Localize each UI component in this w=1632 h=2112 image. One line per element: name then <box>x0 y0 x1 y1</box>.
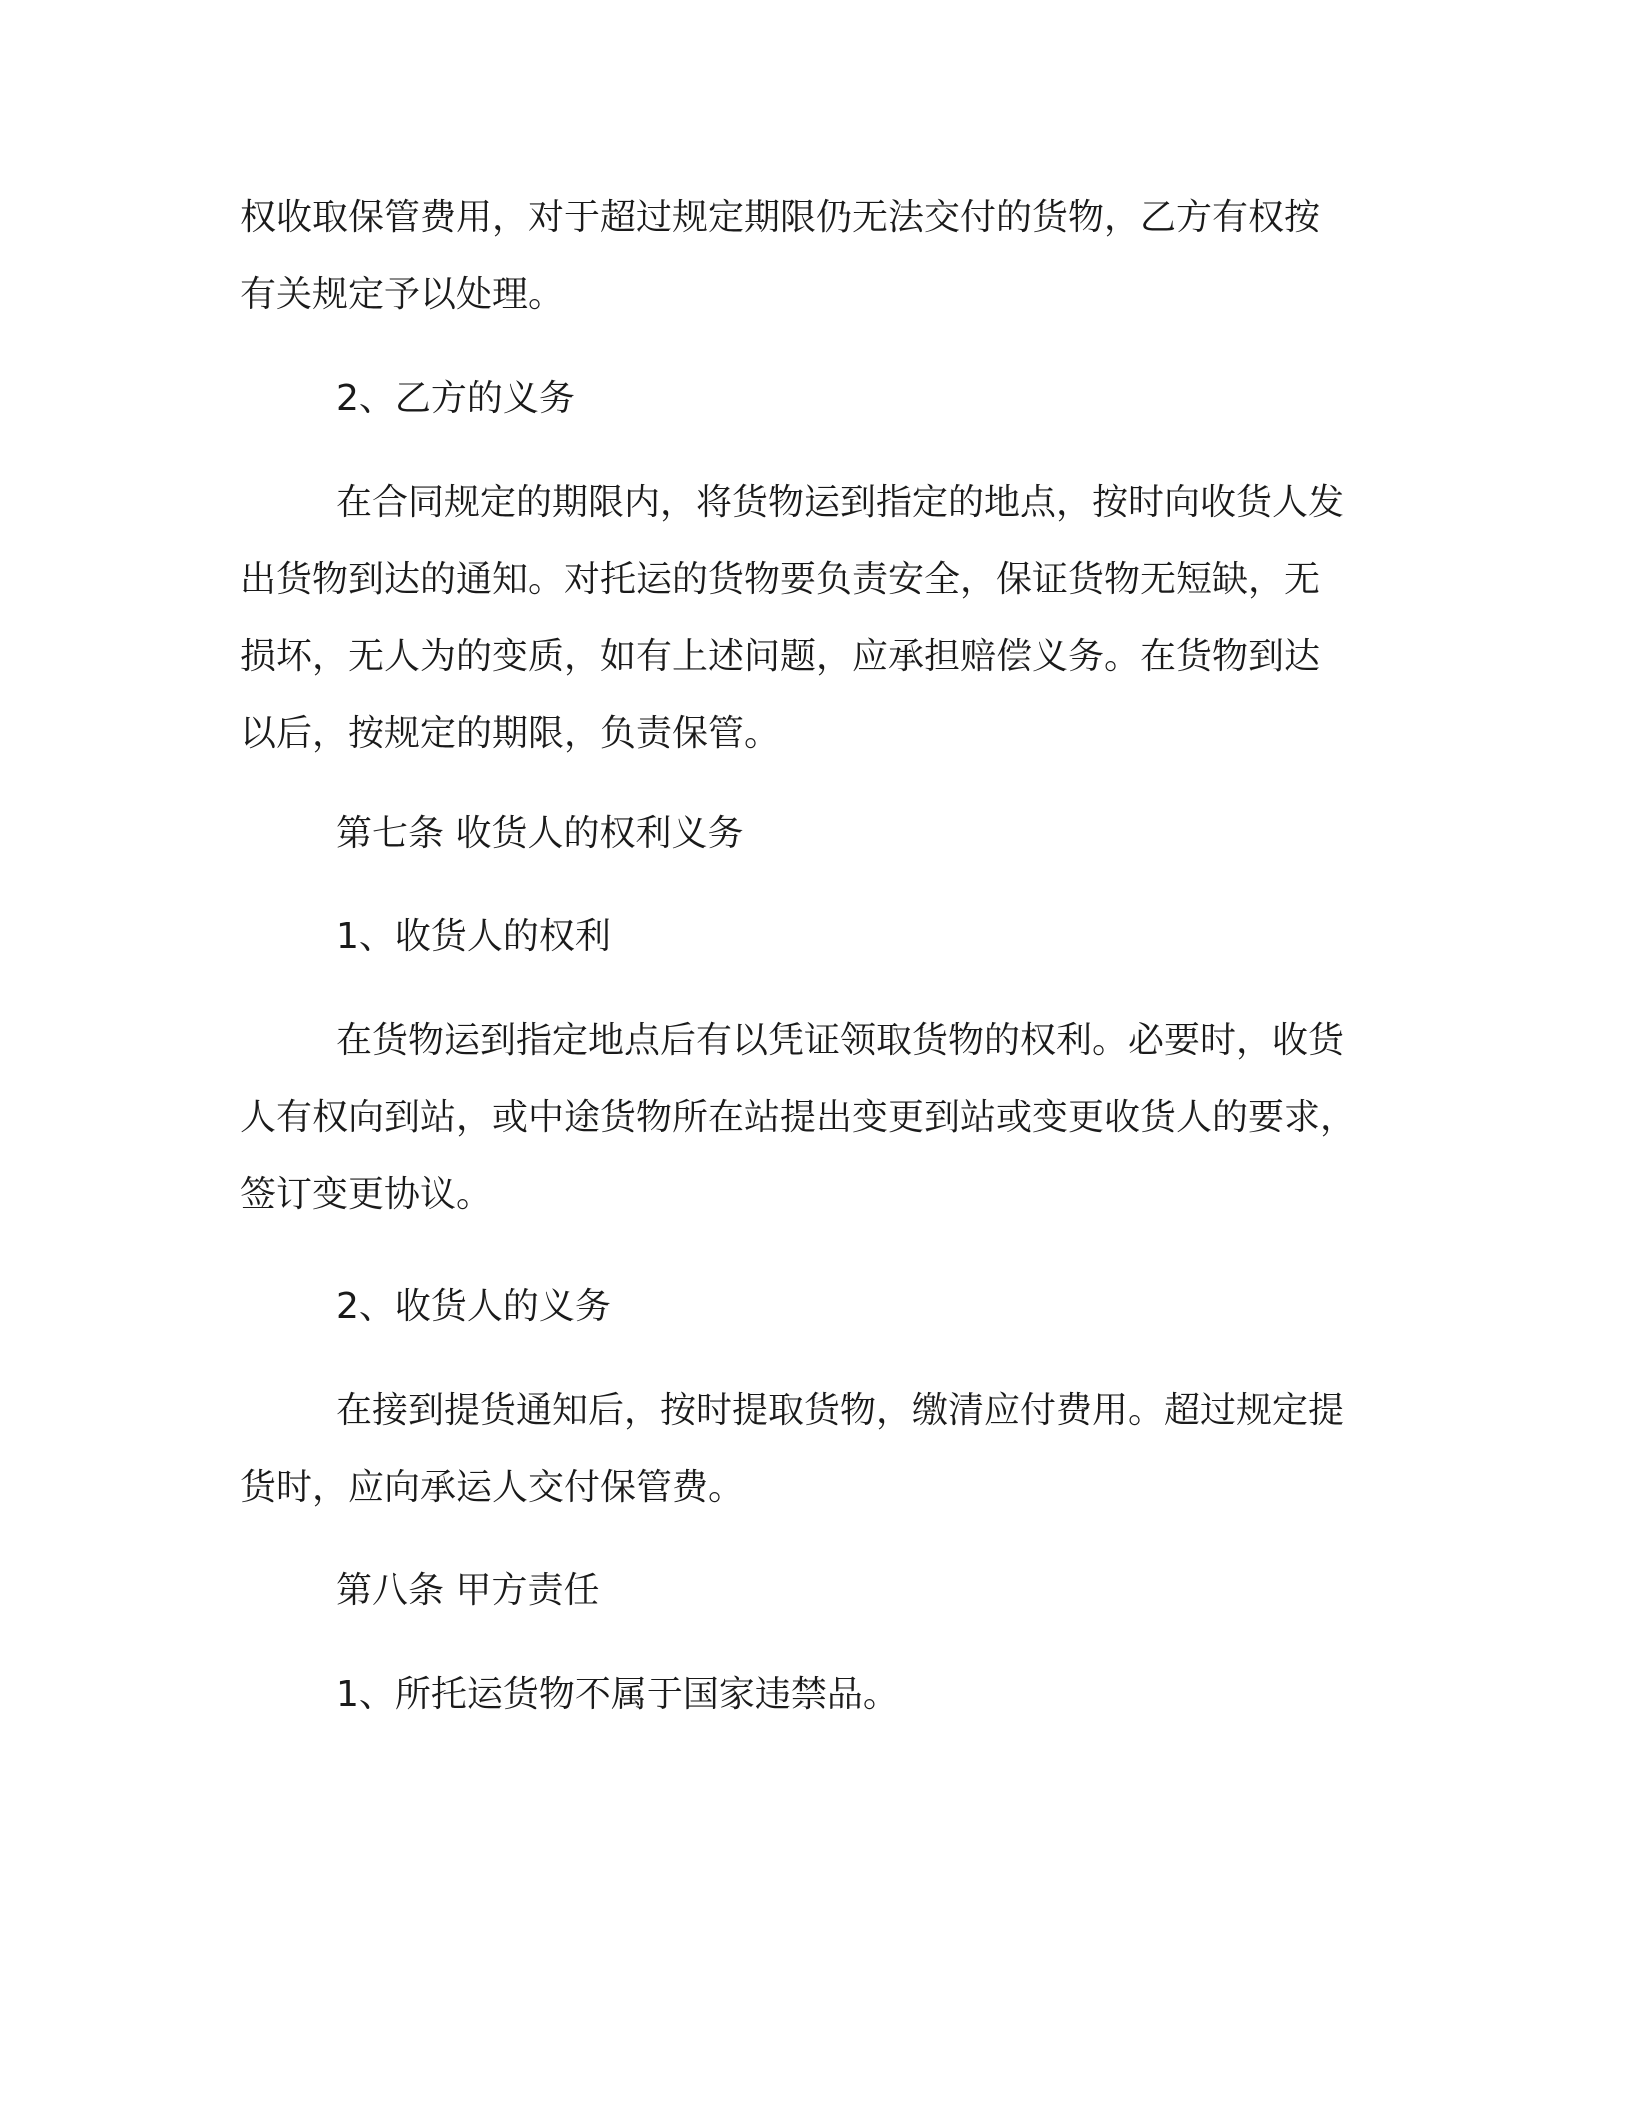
paragraph <box>240 1372 1400 1526</box>
text-line: 在货物运到指定地点后有以凭证领取货物的权利。必要时，收货 <box>336 1020 1345 1061</box>
text-line: 在合同规定的期限内，将货物运到指定的地点，按时向收货人发 <box>336 482 1345 523</box>
section-heading <box>240 1268 1400 1345</box>
text-line: 人有权向到站，或中途货物所在站提出变更到站或变更收货人的要求， <box>240 1097 1357 1138</box>
text-line: 有关规定予以处理。 <box>240 274 565 315</box>
text-line: 在接到提货通知后，按时提取货物，缴清应付费用。超过规定提 <box>336 1390 1345 1431</box>
text-line: 签订变更协议。 <box>240 1174 493 1215</box>
text-line: 第八条 甲方责任 <box>336 1570 600 1611</box>
text-line: 货时，应向承运人交付保管费。 <box>240 1467 745 1508</box>
paragraph <box>240 179 1400 333</box>
section-heading <box>240 360 1400 437</box>
article-heading <box>240 1552 1400 1629</box>
text-line: 权收取保管费用，对于超过规定期限仍无法交付的货物，乙方有权按 <box>240 197 1321 238</box>
text-line: 1、收货人的权利 <box>336 916 611 957</box>
list-item <box>240 1656 1400 1733</box>
paragraph <box>240 1002 1400 1233</box>
section-heading <box>240 898 1400 975</box>
text-line: 出货物到达的通知。对托运的货物要负责安全，保证货物无短缺，无 <box>240 559 1321 600</box>
text-line: 第七条 收货人的权利义务 <box>336 813 744 854</box>
paragraph <box>240 464 1400 772</box>
article-heading <box>240 795 1400 872</box>
text-line: 以后，按规定的期限，负责保管。 <box>240 713 781 754</box>
text-line: 2、收货人的义务 <box>336 1286 611 1327</box>
text-line: 2、乙方的义务 <box>336 378 575 419</box>
text-line: 损坏，无人为的变质，如有上述问题，应承担赔偿义务。在货物到达 <box>240 636 1321 677</box>
text-line: 1、所托运货物不属于国家违禁品。 <box>336 1674 899 1715</box>
